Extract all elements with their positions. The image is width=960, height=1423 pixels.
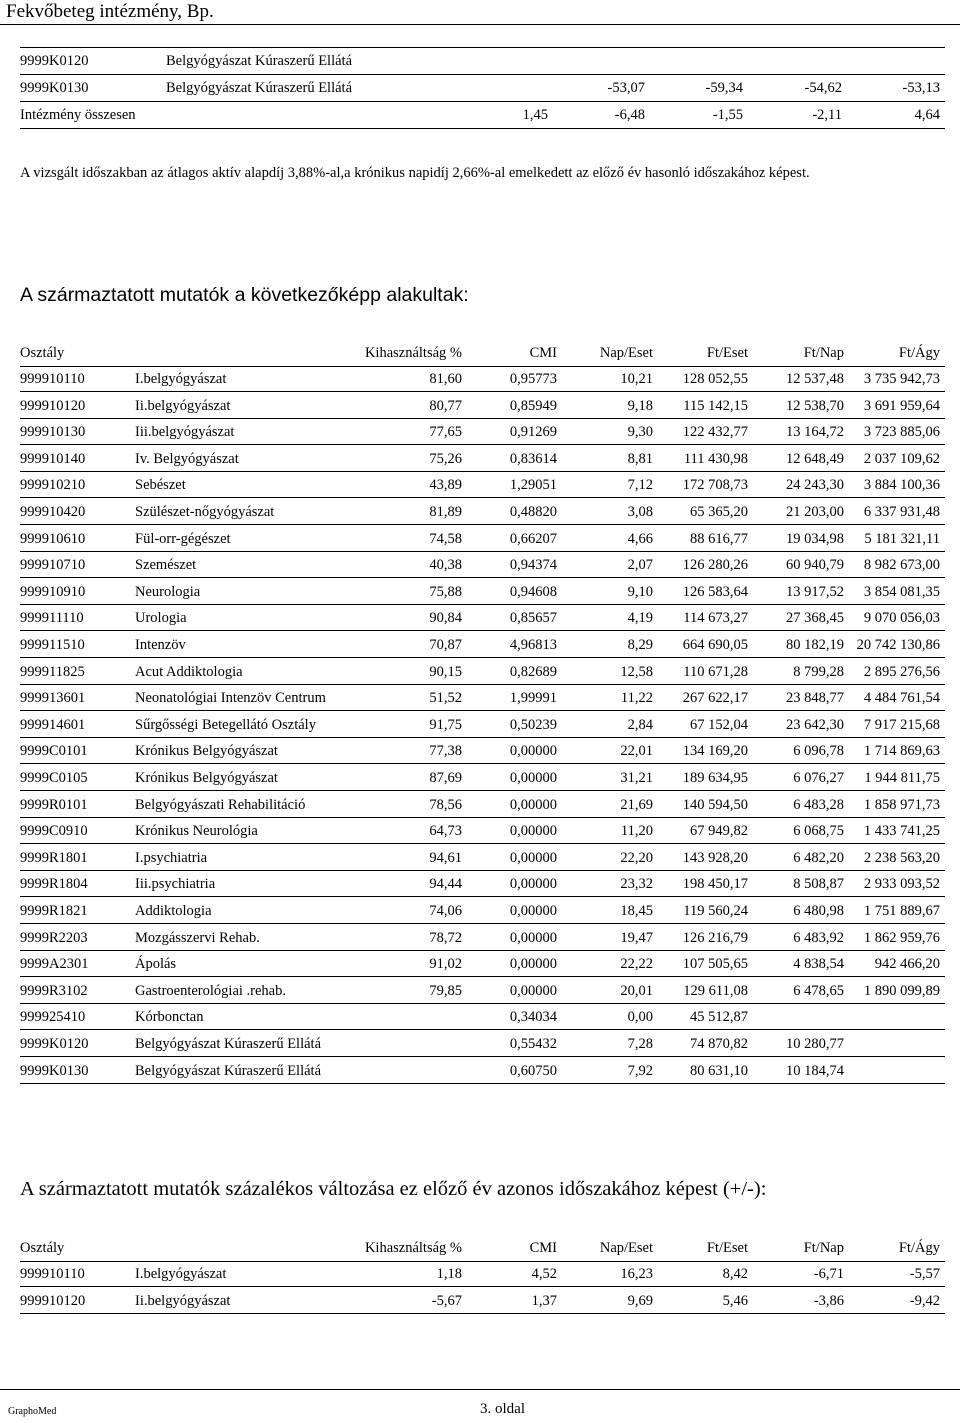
cell-nap-eset: 20,01 <box>620 982 653 999</box>
cell-kihasznaltsag: 77,65 <box>429 424 462 441</box>
table-row <box>0 393 960 419</box>
cell-nap-eset: 23,32 <box>620 876 653 893</box>
cell-ft-nap: 6 076,27 <box>793 770 844 786</box>
cell-kihasznaltsag: 91,75 <box>429 716 462 733</box>
cell-cmi: 0,00000 <box>509 770 557 786</box>
table-row <box>0 712 960 738</box>
cell-ft-agy: 3 854 081,35 <box>863 583 940 600</box>
cell-kihasznaltsag: 90,15 <box>429 663 462 680</box>
table-row <box>0 526 960 552</box>
table-header-row <box>0 340 960 366</box>
col-header-cmi: CMI <box>529 1240 557 1256</box>
cell-ft-eset: 67 949,82 <box>690 823 748 840</box>
cell-ft-nap: 8 799,28 <box>793 663 844 680</box>
col-header-ft-agy: Ft/Ágy <box>898 1240 940 1256</box>
cell-ft-agy: 1 858 971,73 <box>863 796 940 813</box>
cell-osztaly: Iii.psychiatria <box>135 876 216 893</box>
cell-ft-nap: 60 940,79 <box>786 557 844 574</box>
cell-ft-eset: 114 673,27 <box>683 610 748 627</box>
table-row <box>0 925 960 951</box>
row-value: -1,55 <box>712 107 743 123</box>
cell-ft-eset: 189 634,95 <box>682 770 748 786</box>
cell-ft-agy: 6 337 931,48 <box>863 504 940 520</box>
table-row <box>0 738 960 764</box>
cell-osztaly: Krónikus Neurológia <box>135 823 258 840</box>
cell-code: 999910110 <box>20 1266 85 1282</box>
cell-ft-nap: 10 184,74 <box>786 1062 844 1079</box>
cell-ft-eset: 110 671,28 <box>683 663 748 680</box>
table-row <box>0 605 960 631</box>
cell-osztaly: Szülészet-nőgyógyászat <box>135 504 275 520</box>
cell-ft-agy: 3 884 100,36 <box>863 477 940 494</box>
cell-ft-nap: 6 483,28 <box>793 796 844 813</box>
row-value: 4,64 <box>914 107 940 123</box>
cell-kihasznaltsag: 81,60 <box>429 371 462 387</box>
cell-kihasznaltsag: 94,61 <box>429 849 462 866</box>
cell-ft-agy: 1 890 099,89 <box>863 982 940 999</box>
cell-osztaly: Krónikus Belgyógyászat <box>135 743 278 760</box>
cell-ft-nap: 24 243,30 <box>786 477 844 494</box>
table-row <box>0 871 960 897</box>
cell-ft-nap: 12 538,70 <box>786 397 844 414</box>
table-row <box>0 1058 960 1084</box>
cell-cmi: 0,66207 <box>509 530 557 547</box>
cell-nap-eset: 16,23 <box>620 1266 653 1282</box>
cell-cmi: 0,00000 <box>509 982 557 999</box>
cell-kihasznaltsag: 70,87 <box>429 637 462 653</box>
cell-code: 9999R1804 <box>20 876 88 893</box>
cell-ft-agy: 3 735 942,73 <box>863 371 940 387</box>
cell-osztaly: I.belgyógyászat <box>135 1266 227 1282</box>
cell-osztaly: Belgyógyászati Rehabilitáció <box>135 796 306 813</box>
cell-code: 999910610 <box>20 530 86 547</box>
cell-cmi: 0,00000 <box>509 849 557 866</box>
cell-kihasznaltsag: 43,89 <box>429 477 462 494</box>
cell-cmi: 0,95773 <box>509 371 557 387</box>
row-rule <box>20 128 945 129</box>
cell-cmi: 0,00000 <box>509 823 557 840</box>
cell-ft-eset: 119 560,24 <box>683 903 748 919</box>
cell-ft-agy: 1 433 741,25 <box>863 823 940 840</box>
cell-nap-eset: 9,10 <box>627 583 653 600</box>
col-header-kihasznaltsag: Kihasználtság % <box>364 345 462 361</box>
cell-ft-agy: 2 895 276,56 <box>863 663 940 680</box>
table-row <box>0 898 960 924</box>
cell-ft-agy: 2 238 563,20 <box>863 849 940 866</box>
cell-kihasznaltsag: 81,89 <box>429 504 462 520</box>
cell-cmi: 0,00000 <box>509 956 557 973</box>
col-header-ft-eset: Ft/Eset <box>706 345 748 361</box>
table-row <box>0 818 960 844</box>
cell-nap-eset: 3,08 <box>627 504 653 520</box>
row-value: -54,62 <box>804 80 842 96</box>
cell-cmi: 0,60750 <box>509 1062 557 1079</box>
cell-ft-agy: 4 484 761,54 <box>863 690 940 707</box>
cell-ft-nap: 19 034,98 <box>786 530 844 547</box>
cell-cmi: 0,34034 <box>509 1009 557 1026</box>
col-header-ft-nap: Ft/Nap <box>803 345 844 361</box>
cell-code: 999913601 <box>20 690 86 707</box>
cell-kihasznaltsag: 64,73 <box>429 823 462 840</box>
cell-ft-nap: -6,71 <box>813 1266 844 1282</box>
table-row <box>0 1031 960 1057</box>
cell-ft-eset: 67 152,04 <box>690 716 748 733</box>
cell-nap-eset: 31,21 <box>620 770 653 786</box>
cell-ft-eset: 115 142,15 <box>683 397 748 414</box>
row-code: Intézmény összesen <box>20 107 136 123</box>
cell-ft-eset: 5,46 <box>722 1292 748 1309</box>
col-header-ft-nap: Ft/Nap <box>803 1240 844 1256</box>
cell-osztaly: Neurologia <box>135 583 201 600</box>
cell-kihasznaltsag: 1,18 <box>436 1266 462 1282</box>
page-header-title: Fekvőbeteg intézmény, Bp. <box>6 1 214 22</box>
table-row <box>0 765 960 791</box>
cell-osztaly: Addiktologia <box>135 903 212 919</box>
cell-nap-eset: 11,20 <box>620 823 653 840</box>
cell-cmi: 0,55432 <box>509 1036 557 1052</box>
cell-nap-eset: 0,00 <box>627 1009 653 1026</box>
cell-ft-nap: 10 280,77 <box>786 1036 844 1052</box>
table-row <box>0 978 960 1004</box>
cell-ft-eset: 126 583,64 <box>682 583 748 600</box>
cell-code: 9999K0130 <box>20 1062 89 1079</box>
cell-code: 999911110 <box>20 610 84 627</box>
cell-ft-nap: 21 203,00 <box>786 504 844 520</box>
cell-ft-agy: -5,57 <box>909 1266 940 1282</box>
summary-paragraph: A vizsgált időszakban az átlagos aktív alapdíj 3,88%-al,a krónikus napidíj 2,66%-al emelkedett az előző év hasonló időszakához képest. <box>20 165 810 181</box>
cell-code: 999910110 <box>20 371 85 387</box>
cell-cmi: 0,82689 <box>509 663 557 680</box>
cell-kihasznaltsag: 78,72 <box>429 929 462 946</box>
cell-ft-eset: 126 216,79 <box>682 929 748 946</box>
table-row <box>0 579 960 605</box>
cell-osztaly: I.psychiatria <box>135 849 208 866</box>
cell-kihasznaltsag: 75,26 <box>429 450 462 467</box>
cell-cmi: 0,00000 <box>509 876 557 893</box>
cell-ft-eset: 129 611,08 <box>683 982 748 999</box>
cell-code: 9999C0910 <box>20 823 88 840</box>
cell-osztaly: I.belgyógyászat <box>135 371 227 387</box>
cell-code: 9999K0120 <box>20 1036 89 1052</box>
cell-kihasznaltsag: 77,38 <box>429 743 462 760</box>
footer-rule <box>0 1389 960 1390</box>
col-header-kihasznaltsag: Kihasználtság % <box>364 1240 462 1256</box>
cell-ft-nap: 6 478,65 <box>793 982 844 999</box>
cell-ft-nap: 13 164,72 <box>786 424 844 441</box>
cell-ft-agy: 5 181 321,11 <box>864 530 940 547</box>
table-row <box>0 951 960 977</box>
cell-code: 999914601 <box>20 716 86 733</box>
table-header-row <box>0 1235 960 1261</box>
cell-ft-nap: 13 917,52 <box>786 583 844 600</box>
table-row <box>0 1261 960 1287</box>
cell-cmi: 0,85949 <box>509 397 557 414</box>
cell-code: 9999R1821 <box>20 903 88 919</box>
cell-ft-agy: 1 714 869,63 <box>863 743 940 760</box>
row-code: 9999K0130 <box>20 80 89 96</box>
cell-cmi: 0,00000 <box>509 796 557 813</box>
cell-ft-agy: 9 070 056,03 <box>863 610 940 627</box>
cell-code: 999910210 <box>20 477 86 494</box>
table-row <box>0 499 960 525</box>
cell-cmi: 0,00000 <box>509 929 557 946</box>
cell-code: 9999A2301 <box>20 956 89 973</box>
table-row <box>0 1288 960 1314</box>
cell-ft-nap: 6 482,20 <box>793 849 844 866</box>
table-row <box>0 102 960 128</box>
cell-kihasznaltsag: 78,56 <box>429 796 462 813</box>
cell-ft-eset: 74 870,82 <box>690 1036 748 1052</box>
cell-osztaly: Belgyógyászat Kúraszerű Ellátá <box>135 1062 322 1079</box>
cell-ft-eset: 8,42 <box>722 1266 748 1282</box>
cell-ft-eset: 143 928,20 <box>682 849 748 866</box>
cell-cmi: 0,83614 <box>509 450 557 467</box>
cell-ft-agy: 1 862 959,76 <box>863 929 940 946</box>
cell-nap-eset: 4,66 <box>627 530 653 547</box>
cell-nap-eset: 8,29 <box>627 637 653 653</box>
cell-ft-nap: 27 368,45 <box>786 610 844 627</box>
cell-code: 999910420 <box>20 504 86 520</box>
cell-cmi: 4,52 <box>531 1266 557 1282</box>
cell-nap-eset: 7,92 <box>627 1062 653 1079</box>
cell-cmi: 0,94374 <box>509 557 557 574</box>
page-number: 3. oldal <box>480 1401 525 1417</box>
row-rule <box>20 1083 945 1084</box>
cell-cmi: 0,00000 <box>509 743 557 760</box>
cell-osztaly: Intenzöv <box>135 637 186 653</box>
cell-ft-agy: 1 751 889,67 <box>863 903 940 919</box>
cell-cmi: 4,96813 <box>509 637 557 653</box>
cell-kihasznaltsag: 80,77 <box>429 397 462 414</box>
cell-code: 9999R1801 <box>20 849 88 866</box>
row-value: -59,34 <box>705 80 743 96</box>
cell-ft-agy: 2 037 109,62 <box>863 450 940 467</box>
cell-kihasznaltsag: 79,85 <box>429 982 462 999</box>
cell-ft-agy: 2 933 093,52 <box>863 876 940 893</box>
cell-osztaly: Neonatológiai Intenzöv Centrum <box>135 690 326 707</box>
cell-code: 9999R3102 <box>20 982 88 999</box>
col-header-nap-eset: Nap/Eset <box>599 345 653 361</box>
cell-nap-eset: 11,22 <box>620 690 653 707</box>
cell-osztaly: Sűrgősségi Betegellátó Osztály <box>135 716 316 733</box>
header-rule <box>0 24 960 25</box>
cell-ft-nap: 6 068,75 <box>793 823 844 840</box>
cell-ft-eset: 65 365,20 <box>690 504 748 520</box>
cell-nap-eset: 2,84 <box>627 716 653 733</box>
cell-osztaly: Sebészet <box>135 477 186 494</box>
cell-nap-eset: 22,01 <box>620 743 653 760</box>
cell-ft-nap: 23 848,77 <box>786 690 844 707</box>
cell-nap-eset: 12,58 <box>620 663 653 680</box>
cell-osztaly: Fül-orr-gégészet <box>135 530 231 547</box>
footer-brand: GraphoMed <box>8 1406 57 1417</box>
cell-ft-eset: 664 690,05 <box>682 637 748 653</box>
table-row <box>0 366 960 392</box>
cell-nap-eset: 8,81 <box>627 450 653 467</box>
cell-code: 9999C0101 <box>20 743 88 760</box>
cell-osztaly: Krónikus Belgyógyászat <box>135 770 278 786</box>
cell-kihasznaltsag: 87,69 <box>429 770 462 786</box>
cell-osztaly: Acut Addiktologia <box>135 663 243 680</box>
section-title: A származtatott mutatók százalékos változása ez előző év azonos időszakához képest (+/-): <box>20 1178 767 1200</box>
cell-nap-eset: 9,69 <box>627 1292 653 1309</box>
cell-code: 999910140 <box>20 450 86 467</box>
cell-osztaly: Gastroenterológiai .rehab. <box>135 982 286 999</box>
cell-kihasznaltsag: 40,38 <box>429 557 462 574</box>
table-row <box>0 472 960 498</box>
cell-kihasznaltsag: 74,58 <box>429 530 462 547</box>
cell-kihasznaltsag: 51,52 <box>429 690 462 707</box>
cell-code: 999910710 <box>20 557 86 574</box>
cell-osztaly: Iv. Belgyógyászat <box>135 450 239 467</box>
table-row <box>0 659 960 685</box>
table-row <box>0 552 960 578</box>
cell-ft-nap: 4 838,54 <box>793 956 844 973</box>
cell-ft-agy: 8 982 673,00 <box>863 557 940 574</box>
cell-ft-nap: 23 642,30 <box>786 716 844 733</box>
cell-nap-eset: 21,69 <box>620 796 653 813</box>
cell-osztaly: Ápolás <box>135 956 177 973</box>
cell-ft-eset: 107 505,65 <box>682 956 748 973</box>
cell-osztaly: Belgyógyászat Kúraszerű Ellátá <box>135 1036 322 1052</box>
cell-code: 999910910 <box>20 583 86 600</box>
row-rule <box>20 1313 945 1314</box>
cell-nap-eset: 4,19 <box>627 610 653 627</box>
cell-osztaly: Iii.belgyógyászat <box>135 424 235 441</box>
table-row <box>0 419 960 445</box>
cell-code: 999911510 <box>20 637 85 653</box>
cell-code: 9999R0101 <box>20 796 88 813</box>
cell-nap-eset: 9,18 <box>627 397 653 414</box>
col-header-osztaly: Osztály <box>20 1240 65 1256</box>
table-row <box>0 446 960 472</box>
cell-nap-eset: 9,30 <box>627 424 653 441</box>
cell-osztaly: Kórbonctan <box>135 1009 204 1026</box>
cell-code: 9999C0105 <box>20 770 88 786</box>
cell-kihasznaltsag: 94,44 <box>429 876 462 893</box>
table-row <box>0 48 960 74</box>
cell-cmi: 1,29051 <box>509 477 557 494</box>
table-row <box>0 845 960 871</box>
cell-kihasznaltsag: -5,67 <box>431 1292 462 1309</box>
cell-kihasznaltsag: 74,06 <box>429 903 462 919</box>
cell-ft-nap: 12 537,48 <box>786 371 844 387</box>
row-value: -53,13 <box>902 80 940 96</box>
cell-nap-eset: 19,47 <box>620 929 653 946</box>
cell-ft-nap: -3,86 <box>813 1292 844 1309</box>
cell-nap-eset: 22,20 <box>620 849 653 866</box>
table-row <box>0 792 960 818</box>
cell-code: 999910120 <box>20 397 86 414</box>
table-row <box>0 1004 960 1030</box>
cell-ft-agy: 20 742 130,86 <box>856 637 940 653</box>
col-header-cmi: CMI <box>529 345 557 361</box>
cell-code: 999925410 <box>20 1009 86 1026</box>
cell-cmi: 0,48820 <box>509 504 557 520</box>
table-row <box>0 75 960 101</box>
cell-ft-eset: 267 622,17 <box>682 690 748 707</box>
row-name: Belgyógyászat Kúraszerű Ellátá <box>166 53 353 69</box>
col-header-nap-eset: Nap/Eset <box>599 1240 653 1256</box>
cell-code: 999910130 <box>20 424 86 441</box>
cell-ft-nap: 8 508,87 <box>793 876 844 893</box>
col-header-ft-agy: Ft/Ágy <box>898 345 940 361</box>
cell-ft-agy: 3 723 885,06 <box>863 424 940 441</box>
row-value: -53,07 <box>607 80 645 96</box>
cell-ft-eset: 198 450,17 <box>682 876 748 893</box>
cell-osztaly: Ii.belgyógyászat <box>135 1292 231 1309</box>
cell-ft-eset: 172 708,73 <box>682 477 748 494</box>
cell-nap-eset: 7,12 <box>627 477 653 494</box>
cell-code: 9999R2203 <box>20 929 88 946</box>
cell-ft-agy: 1 944 811,75 <box>864 770 940 786</box>
row-value: -2,11 <box>812 107 842 123</box>
cell-nap-eset: 22,22 <box>620 956 653 973</box>
cell-kihasznaltsag: 75,88 <box>429 583 462 600</box>
cell-ft-agy: 942 466,20 <box>874 956 940 973</box>
cell-ft-agy: 3 691 959,64 <box>863 397 940 414</box>
cell-cmi: 0,50239 <box>509 716 557 733</box>
cell-ft-eset: 140 594,50 <box>682 796 748 813</box>
cell-ft-agy: 7 917 215,68 <box>863 716 940 733</box>
cell-kihasznaltsag: 90,84 <box>429 610 462 627</box>
cell-cmi: 0,85657 <box>509 610 557 627</box>
cell-ft-nap: 6 483,92 <box>793 929 844 946</box>
cell-nap-eset: 2,07 <box>627 557 653 574</box>
section-title: A származtatott mutatók a következőképp alakultak: <box>20 284 469 306</box>
cell-nap-eset: 10,21 <box>620 371 653 387</box>
row-name: Belgyógyászat Kúraszerű Ellátá <box>166 80 353 96</box>
cell-ft-agy: -9,42 <box>909 1292 940 1309</box>
cell-ft-nap: 80 182,19 <box>786 637 844 653</box>
cell-ft-eset: 122 432,77 <box>682 424 748 441</box>
cell-osztaly: Ii.belgyógyászat <box>135 397 231 414</box>
cell-cmi: 0,94608 <box>509 583 557 600</box>
cell-nap-eset: 7,28 <box>627 1036 653 1052</box>
row-value: -6,48 <box>614 107 645 123</box>
cell-cmi: 1,37 <box>531 1292 557 1309</box>
table-row <box>0 632 960 658</box>
cell-osztaly: Szemészet <box>135 557 197 574</box>
col-header-osztaly: Osztály <box>20 345 65 361</box>
cell-cmi: 0,00000 <box>509 903 557 919</box>
cell-osztaly: Urologia <box>135 610 187 627</box>
cell-cmi: 1,99991 <box>509 690 557 707</box>
table-row <box>0 685 960 711</box>
cell-kihasznaltsag: 91,02 <box>429 956 462 973</box>
cell-ft-nap: 6 096,78 <box>793 743 844 760</box>
cell-ft-eset: 134 169,20 <box>682 743 748 760</box>
cell-code: 999911825 <box>20 663 85 680</box>
cell-ft-eset: 111 430,98 <box>683 450 748 467</box>
col-header-ft-eset: Ft/Eset <box>706 1240 748 1256</box>
row-code: 9999K0120 <box>20 53 89 69</box>
cell-code: 999910120 <box>20 1292 86 1309</box>
cell-ft-eset: 45 512,87 <box>690 1009 748 1026</box>
row-value: 1,45 <box>522 107 548 123</box>
cell-ft-nap: 6 480,98 <box>793 903 844 919</box>
cell-ft-eset: 126 280,26 <box>682 557 748 574</box>
cell-ft-eset: 80 631,10 <box>690 1062 748 1079</box>
cell-cmi: 0,91269 <box>509 424 557 441</box>
cell-nap-eset: 18,45 <box>620 903 653 919</box>
cell-ft-nap: 12 648,49 <box>786 450 844 467</box>
cell-ft-eset: 88 616,77 <box>690 530 748 547</box>
cell-ft-eset: 128 052,55 <box>682 371 748 387</box>
cell-osztaly: Mozgásszervi Rehab. <box>135 929 260 946</box>
